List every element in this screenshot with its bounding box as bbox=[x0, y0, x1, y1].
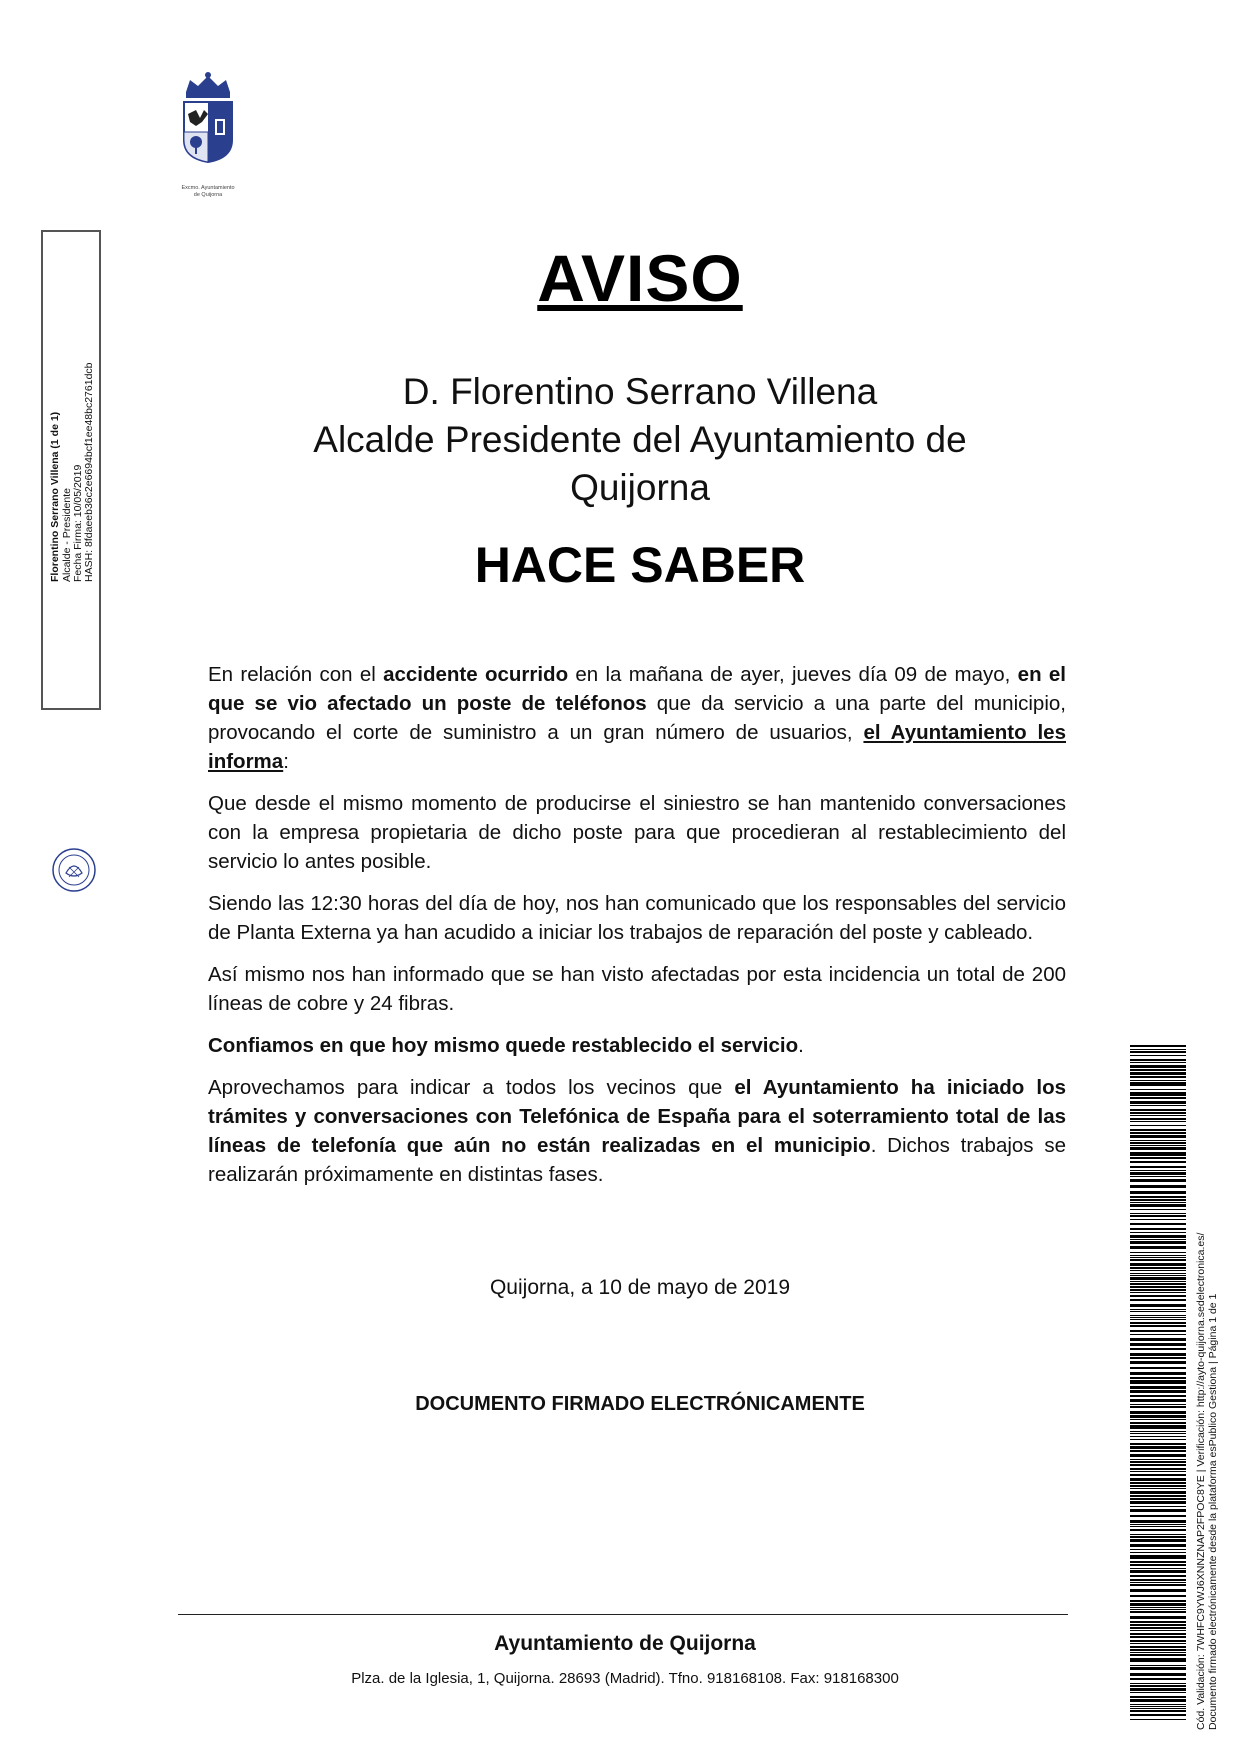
crest-icon bbox=[172, 70, 244, 190]
p5-period: . bbox=[798, 1034, 804, 1057]
p6-text-a: Aprovechamos para indicar a todos los vecinos que bbox=[208, 1076, 735, 1099]
p1-colon: : bbox=[283, 750, 289, 773]
validation-line1: Cód. Validación: 7WHFC9YWJ6XNNZNAP2FPOC8YE | Verificación: http://ayto-quijorna.sedelectronica.es/ bbox=[1195, 1232, 1207, 1730]
p1-bold-accident: accidente ocurrido bbox=[383, 663, 569, 686]
paragraph-1 bbox=[208, 660, 1066, 776]
signed-note: DOCUMENTO FIRMADO ELECTRÓNICAMENTE bbox=[415, 1393, 865, 1415]
p1-text-a: En relación con el bbox=[208, 663, 384, 686]
p1-text-e: que da servicio a una parte del municipio, provocando el corte de suministro a un gran número de usuarios, bbox=[208, 692, 1066, 744]
mayor-block bbox=[240, 368, 1040, 512]
footer-address: Plza. de la Iglesia, 1, Quijorna. 28693 (Madrid). Tfno. 918168108. Fax: 918168300 bbox=[351, 1670, 899, 1687]
signature-hash: HASH: 8fdaeeb36c2e6694bcf1ee48bc2761dcb bbox=[83, 362, 95, 582]
validation-line2: Documento firmado electrónicamente desde la plataforma esPublico Gestiona | Página 1 de 1 bbox=[1207, 1293, 1219, 1730]
official-seal-icon bbox=[51, 847, 97, 893]
p6-text-c: . Dichos trabajos se realizarán próximamente en distintas fases. bbox=[208, 1134, 1066, 1186]
paragraph-3: Siendo las 12:30 horas del día de hoy, nos han comunicado que los responsables del servicio de Planta Externa ya han acudido a iniciar los trabajos de reparación del poste y cableado. bbox=[208, 892, 1066, 944]
mayor-name: D. Florentino Serrano Villena bbox=[402, 371, 878, 412]
crest-caption-line1: Excmo. Ayuntamiento bbox=[181, 185, 235, 191]
crest-caption-line2: de Quijorna bbox=[193, 192, 223, 198]
p5-bold: Confiamos en que hoy mismo quede restablecido el servicio bbox=[208, 1034, 799, 1057]
barcode-icon bbox=[1130, 1045, 1186, 1725]
paragraph-4: Así mismo nos han informado que se han visto afectadas por esta incidencia un total de 200 líneas de cobre y 24 fibras. bbox=[208, 963, 1066, 1015]
mayor-title: Alcalde Presidente del Ayuntamiento de Quijorna bbox=[313, 419, 967, 508]
date-line: Quijorna, a 10 de mayo de 2019 bbox=[489, 1276, 791, 1299]
paragraph-6 bbox=[208, 1073, 1066, 1189]
signature-date: Fecha Firma: 10/05/2019 bbox=[72, 464, 84, 582]
footer-divider bbox=[178, 1614, 1068, 1615]
document-title: AVISO bbox=[537, 241, 743, 315]
section-heading: HACE SABER bbox=[474, 537, 806, 593]
footer-org: Ayuntamiento de Quijorna bbox=[494, 1632, 756, 1655]
paragraph-5 bbox=[208, 1031, 1066, 1060]
municipal-crest-logo bbox=[172, 70, 244, 198]
signature-signer: Florentino Serrano Villena (1 de 1) bbox=[49, 411, 61, 582]
signature-role: Alcalde - Presidente bbox=[61, 488, 73, 582]
p1-bold-underlined-informs: el Ayuntamiento les informa bbox=[208, 721, 1066, 773]
p1-bold-pole: en el que se vio afectado un poste de teléfonos bbox=[208, 663, 1066, 715]
p1-text-c: en la mañana de ayer, jueves día 09 de mayo, bbox=[568, 663, 1018, 686]
validation-barcode bbox=[1130, 1045, 1186, 1725]
p6-bold: el Ayuntamiento ha iniciado los trámites y conversaciones con Telefónica de España para el soterramiento total de las líneas de telefonía que aún no están realizadas en el municipio bbox=[208, 1076, 1066, 1157]
paragraph-2: Que desde el mismo momento de producirse el siniestro se han mantenido conversaciones con la empresa propietaria de dicho poste para que procedieran al restablecimiento del servicio lo antes posible. bbox=[208, 792, 1066, 873]
notice-body bbox=[208, 660, 1066, 1202]
